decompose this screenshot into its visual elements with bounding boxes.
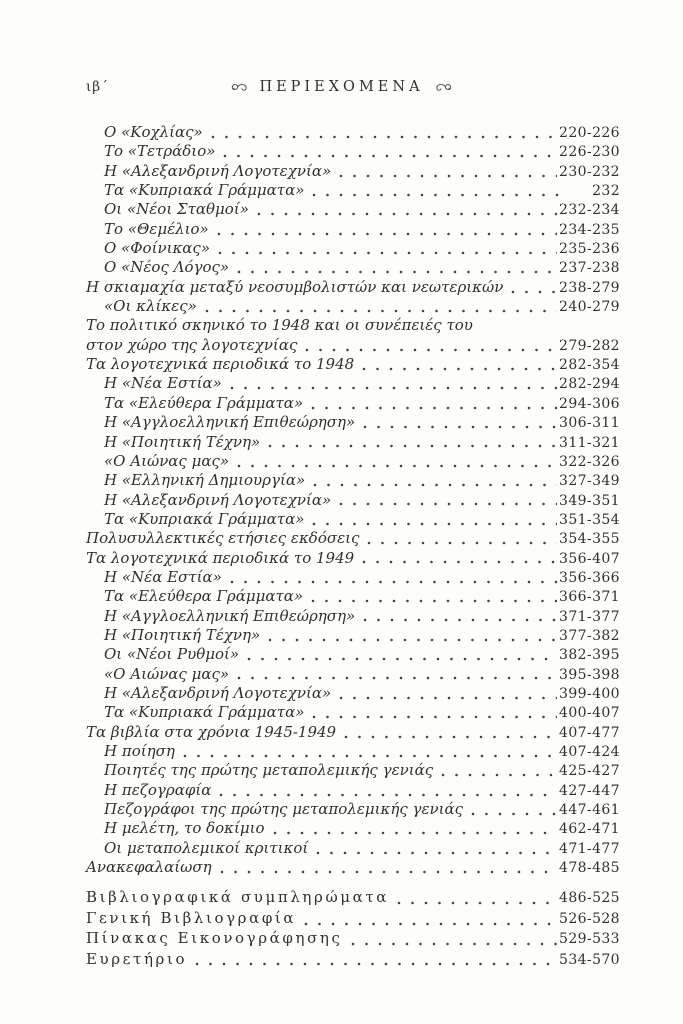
dot-leader	[219, 793, 557, 797]
toc-entry-label: Οι «Νέοι Ρυθμοί»	[104, 645, 240, 664]
toc-entry-label: Οι μεταπολεμικοί κριτικοί	[104, 838, 309, 857]
toc-entry-pages: 327-349	[559, 473, 620, 490]
toc-entry-pages: 238-279	[559, 279, 620, 296]
dot-leader	[316, 851, 557, 855]
toc-entry-pages: 294-306	[559, 395, 620, 412]
toc-entry	[86, 607, 620, 626]
toc-entry-pages: 322-326	[559, 453, 620, 470]
toc-entry-label: Η «Αλεξανδρινή Λογοτεχνία»	[104, 161, 332, 180]
toc-entry-pages: 349-351	[559, 492, 620, 509]
toc-entry	[86, 278, 620, 297]
dot-leader	[195, 962, 557, 966]
toc-entry	[86, 123, 620, 142]
toc-entry-label: Η σκιαμαχία μεταξύ νεοσυμβολιστών και νεωτερικών	[86, 277, 504, 296]
toc-entry-label: Η «Αγγλοελληνική Επιθεώρηση»	[104, 606, 356, 625]
dot-leader	[339, 174, 557, 178]
toc-entry	[86, 491, 620, 510]
dot-leader	[268, 638, 557, 642]
fleuron-right-icon	[435, 82, 452, 92]
toc-entry-label: Τα «Κυπριακά Γράμματα»	[104, 509, 305, 528]
backmatter-list	[86, 888, 620, 970]
toc-entry-pages: 382-395	[559, 647, 620, 664]
toc-entry-pages: 377-382	[559, 627, 620, 644]
toc-entry-label: Η «Αλεξανδρινή Λογοτεχνία»	[104, 683, 332, 702]
toc-entry-pages: 366-371	[559, 589, 620, 606]
dot-leader	[220, 870, 557, 874]
toc-entry	[86, 200, 620, 219]
dot-leader	[237, 464, 557, 468]
toc-entry-label: Πολυσυλλεκτικές ετήσιες εκδόσεις	[86, 529, 360, 548]
toc-entry-pages: 240-279	[559, 299, 620, 316]
toc-entry-label: Ο «Φοίνικας»	[104, 239, 210, 258]
toc-entry-label: Τα λογοτεχνικά περιοδικά το 1948	[86, 355, 355, 374]
toc-entry-pages: 529-533	[559, 931, 620, 948]
dot-leader	[481, 328, 560, 332]
toc-entry-label: Η «Νέα Εστία»	[104, 567, 222, 586]
page-title: ΠΕΡΙΕΧΟΜΕΝΑ	[259, 79, 424, 95]
dot-leader	[344, 735, 557, 739]
toc-entry-label: Το «Θεμέλιο»	[104, 219, 209, 238]
toc-entry-pages: 478-485	[559, 860, 620, 877]
toc-entry-label: Τα λογοτεχνικά περιοδικά το 1949	[86, 548, 355, 567]
toc-entry-pages: 427-447	[559, 782, 620, 799]
toc-entry-label: Τα «Ελεύθερα Γράμματα»	[104, 587, 304, 606]
toc-entry-label: Ποιητές της πρώτης μεταπολεμικής γενιάς	[104, 761, 434, 780]
toc-entry-pages: 471-477	[559, 840, 620, 857]
toc-entry	[86, 645, 620, 664]
toc-entry-pages: 526-528	[559, 910, 620, 927]
toc-entry	[86, 839, 620, 858]
dot-leader	[211, 135, 557, 139]
dot-leader	[305, 348, 557, 352]
toc-entry-label: Το «Τετράδιο»	[104, 142, 216, 161]
toc-entry-label: «Οι κλίκες»	[104, 297, 197, 316]
dot-leader	[471, 812, 557, 816]
dot-leader	[237, 270, 557, 274]
toc-entry	[86, 549, 620, 568]
toc-entry	[86, 684, 620, 703]
toc-entry-pages: 399-400	[559, 685, 620, 702]
toc-entry	[86, 800, 620, 819]
toc-entry-pages: 226-230	[559, 144, 620, 161]
toc-entry-label: Η μελέτη, το δοκίμιο	[104, 819, 265, 838]
toc-entry-pages: 447-461	[559, 802, 620, 819]
toc-entry	[86, 742, 620, 761]
toc-entry	[86, 220, 620, 239]
toc-entry-pages: 234-235	[559, 221, 620, 238]
toc-entry	[86, 858, 620, 877]
dot-leader	[237, 676, 557, 680]
running-head	[0, 76, 683, 98]
dot-leader	[273, 831, 557, 835]
toc-entry-label: Ανακεφαλαίωση	[86, 858, 212, 877]
dot-leader	[351, 942, 558, 946]
toc-entry-pages: 407-424	[559, 744, 620, 760]
toc-entry	[86, 819, 620, 838]
toc-entry	[86, 433, 620, 452]
toc-entry-pages: 356-407	[559, 550, 620, 567]
toc-entry-pages: 237-238	[559, 260, 620, 277]
dot-leader	[339, 502, 557, 506]
dot-leader	[183, 754, 557, 758]
dot-leader	[362, 560, 557, 564]
toc-entry-pages: 351-354	[559, 511, 620, 528]
toc-entry-label: Η «Ποιητική Τέχνη»	[104, 432, 261, 451]
table-of-contents	[86, 123, 620, 970]
toc-entry-label: Τα «Ελεύθερα Γράμματα»	[104, 393, 304, 412]
toc-entry-pages: 230-232	[559, 163, 620, 180]
toc-entry-label: Τα «Κυπριακά Γράμματα»	[104, 181, 305, 200]
toc-entry	[86, 355, 620, 374]
dot-leader	[362, 367, 557, 371]
dot-leader	[230, 386, 557, 390]
toc-entry	[86, 929, 620, 949]
toc-entry-pages: 486-525	[559, 890, 620, 907]
toc-entry	[86, 297, 620, 316]
toc-entry	[86, 258, 620, 277]
toc-entry	[86, 374, 620, 393]
toc-entry	[86, 316, 620, 335]
toc-entry-label: Η «Αγγλοελληνική Επιθεώρηση»	[104, 413, 356, 432]
toc-entry-pages: 232	[592, 183, 620, 200]
toc-entry-label: Το πολιτικό σκηνικό το 1948 και οι συνέπειές του	[86, 316, 473, 335]
toc-entry-pages: 282-354	[559, 357, 620, 374]
toc-entry	[86, 162, 620, 181]
toc-entry-label: Βιβλιογραφικά συμπληρώματα	[86, 888, 389, 907]
toc-entry	[86, 626, 620, 645]
toc-entry-label: Η «Αλεξανδρινή Λογοτεχνία»	[104, 490, 332, 509]
dot-leader	[511, 290, 557, 294]
toc-entry-pages: 306-311	[559, 415, 620, 432]
toc-entry-pages: 400-407	[559, 705, 620, 722]
toc-entry-label: Η «Ελληνική Δημιουργία»	[104, 471, 306, 490]
toc-entry	[86, 239, 620, 258]
dot-leader	[205, 309, 557, 313]
dot-leader	[311, 599, 557, 603]
toc-entry	[86, 336, 620, 355]
toc-entry-label: Πεζογράφοι της πρώτης μεταπολεμικής γενιάς	[104, 800, 464, 819]
toc-entry-label: Η «Ποιητική Τέχνη»	[104, 625, 261, 644]
toc-entry-label: «Ο Αιώνας μας»	[104, 451, 230, 470]
toc-entry-pages: 220-226	[559, 125, 620, 141]
dot-leader	[304, 922, 557, 926]
toc-entry	[86, 723, 620, 742]
toc-entry-pages: 407-477	[559, 724, 620, 741]
toc-entry-pages: 371-377	[559, 608, 620, 625]
dot-leader	[268, 444, 557, 448]
toc-entry-pages: 395-398	[559, 666, 620, 683]
toc-entry	[86, 781, 620, 800]
fleuron-left-icon	[231, 82, 248, 92]
toc-entry-label: Τα βιβλία στα χρόνια 1945-1949	[86, 722, 337, 741]
toc-entry-label: «Ο Αιώνας μας»	[104, 664, 230, 683]
toc-entry	[86, 665, 620, 684]
dot-leader	[441, 773, 557, 777]
toc-entry	[86, 587, 620, 606]
toc-entry	[86, 950, 620, 970]
dot-leader	[397, 901, 557, 905]
folio-number: ιβ´	[86, 79, 109, 95]
toc-entry-pages: 534-570	[559, 951, 620, 968]
toc-entry-pages: 462-471	[559, 821, 620, 838]
toc-entry-label: Η ποίηση	[104, 742, 175, 760]
toc-entry-label: Οι «Νέοι Σταθμοί»	[104, 200, 249, 219]
dot-leader	[230, 580, 557, 584]
toc-entry	[86, 909, 620, 929]
toc-entry	[86, 471, 620, 490]
dot-leader	[218, 251, 557, 255]
dot-leader	[313, 483, 557, 487]
dot-leader	[312, 522, 557, 526]
toc-entry-label: Ο «Νέος Λόγος»	[104, 258, 230, 277]
toc-entry-pages: 356-366	[559, 569, 620, 586]
toc-entry-pages: 235-236	[559, 241, 620, 258]
toc-entry-pages: 279-282	[559, 337, 620, 354]
toc-entry	[86, 394, 620, 413]
toc-entry-pages: 311-321	[559, 434, 620, 451]
toc-entry	[86, 142, 620, 161]
dot-leader	[223, 154, 557, 158]
dot-leader	[312, 193, 560, 197]
dot-leader	[339, 696, 557, 700]
toc-entry	[86, 703, 620, 722]
dot-leader	[217, 232, 557, 236]
toc-entry-label: στον χώρο της λογοτεχνίας	[86, 335, 298, 354]
toc-entry-label: Η πεζογραφία	[104, 780, 212, 799]
toc-entry	[86, 181, 620, 200]
toc-entry	[86, 510, 620, 529]
toc-entry	[86, 761, 620, 780]
toc-entry-pages: 282-294	[559, 376, 620, 393]
toc-entry	[86, 452, 620, 471]
toc-entry-label: Τα «Κυπριακά Γράμματα»	[104, 703, 305, 722]
dot-leader	[312, 715, 557, 719]
toc-entry-pages: 232-234	[559, 202, 620, 219]
dot-leader	[311, 406, 557, 410]
toc-entry	[86, 413, 620, 432]
toc-entry	[86, 888, 620, 908]
toc-entry-label: Γενική Βιβλιογραφία	[86, 908, 297, 927]
toc-entry-pages: 354-355	[559, 531, 620, 548]
dot-leader	[247, 657, 557, 661]
toc-entry-label: Ο «Κοχλίας»	[104, 123, 203, 141]
toc-entry-label: Πίνακας Εικονογράφησης	[86, 929, 343, 948]
toc-list	[86, 123, 620, 877]
toc-entry	[86, 529, 620, 548]
toc-entry	[86, 568, 620, 587]
toc-entry-label: Η «Νέα Εστία»	[104, 374, 222, 393]
toc-entry-label: Ευρετήριο	[86, 949, 188, 968]
dot-leader	[367, 541, 557, 545]
dot-leader	[363, 618, 557, 622]
toc-entry-pages: 425-427	[559, 763, 620, 780]
dot-leader	[257, 212, 557, 216]
dot-leader	[363, 425, 557, 429]
